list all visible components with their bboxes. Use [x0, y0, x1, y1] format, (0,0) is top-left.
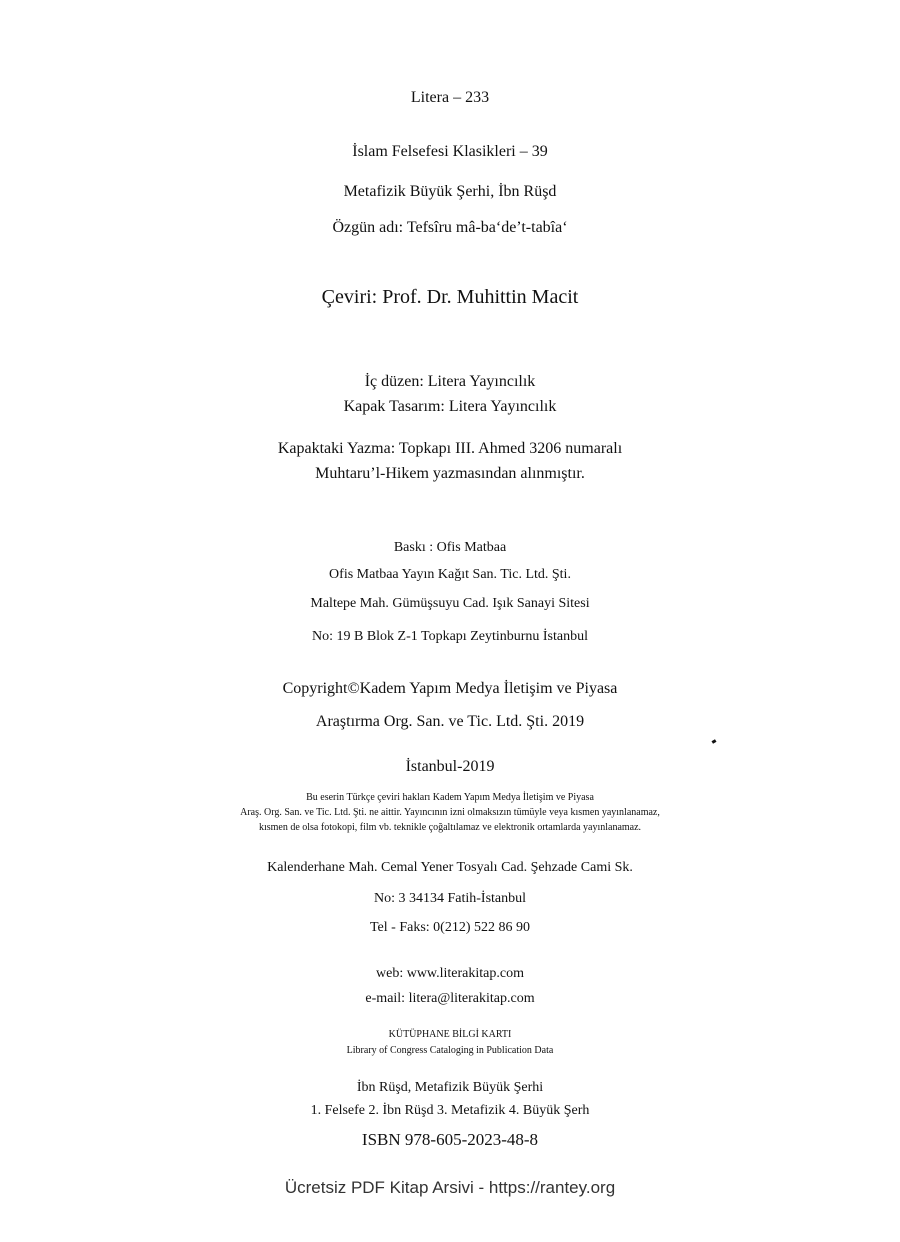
- cover-manuscript-line1: Kapaktaki Yazma: Topkapı III. Ahmed 3206 numaralı: [277, 440, 623, 457]
- catalog-entry: İbn Rüşd, Metafizik Büyük Şerhi: [356, 1080, 544, 1095]
- stray-ink-mark: [712, 739, 717, 744]
- rights-line1: Bu eserin Türkçe çeviri hakları Kadem Yapım Medya İletişim ve Piyasa: [306, 792, 594, 803]
- copyright-line1: Copyright©Kadem Yapım Medya İletişim ve Piyasa: [282, 680, 618, 697]
- publisher-email: e-mail: litera@literakitap.com: [365, 991, 535, 1006]
- printing-label: Baskı : Ofis Matbaa: [393, 540, 507, 555]
- publisher-phone: Tel - Faks: 0(212) 522 86 90: [369, 920, 530, 935]
- collection-name: İslam Felsefesi Klasikleri – 39: [352, 143, 548, 160]
- publisher-number: No: 3 34134 Fatih-İstanbul: [373, 891, 527, 906]
- cover-design-credit: Kapak Tasarım: Litera Yayıncılık: [343, 398, 557, 415]
- archive-footer: Ücretsiz PDF Kitap Arsivi - https://rantey.org: [284, 1178, 616, 1197]
- publisher-address: Kalenderhane Mah. Cemal Yener Tosyalı Cad. Şehzade Cami Sk.: [267, 860, 633, 875]
- city-year: İstanbul-2019: [405, 758, 495, 775]
- library-card-subtitle: Library of Congress Cataloging in Publication Data: [346, 1045, 554, 1056]
- rights-line3: kısmen de olsa fotokopi, film vb. teknikle çoğaltılamaz ve elektronik ortamlarda yayınlanamaz.: [258, 822, 642, 833]
- printing-address-line2: No: 19 B Blok Z-1 Topkapı Zeytinburnu İstanbul: [311, 629, 588, 644]
- printing-company: Ofis Matbaa Yayın Kağıt San. Tic. Ltd. Şti.: [329, 567, 571, 582]
- cover-manuscript-line2: Muhtaru’l-Hikem yazmasından alınmıştır.: [315, 465, 585, 482]
- rights-line2: Araş. Org. San. ve Tic. Ltd. Şti. ne aittir. Yayıncının izni olmaksızın tümüyle veya kısmen yayınlanamaz,: [240, 807, 660, 818]
- series-number: Litera – 233: [410, 89, 490, 106]
- original-title: Özgün adı: Tefsîru mâ-ba‘de’t-tabîa‘: [332, 219, 568, 236]
- translator: Çeviri: Prof. Dr. Muhittin Macit: [321, 286, 579, 308]
- catalog-subjects: 1. Felsefe 2. İbn Rüşd 3. Metafizik 4. Büyük Şerh: [310, 1103, 590, 1118]
- book-title: Metafizik Büyük Şerhi, İbn Rüşd: [343, 183, 557, 200]
- isbn: ISBN 978-605-2023-48-8: [361, 1130, 539, 1149]
- publisher-website: web: www.literakitap.com: [376, 966, 524, 981]
- library-card-title: KÜTÜPHANE BİLGİ KARTI: [388, 1029, 512, 1040]
- copyright-line2: Araştırma Org. San. ve Tic. Ltd. Şti. 2019: [315, 713, 585, 730]
- printing-address-line1: Maltepe Mah. Gümüşsuyu Cad. Işık Sanayi Sitesi: [310, 596, 590, 611]
- interior-layout-credit: İç düzen: Litera Yayıncılık: [364, 373, 536, 390]
